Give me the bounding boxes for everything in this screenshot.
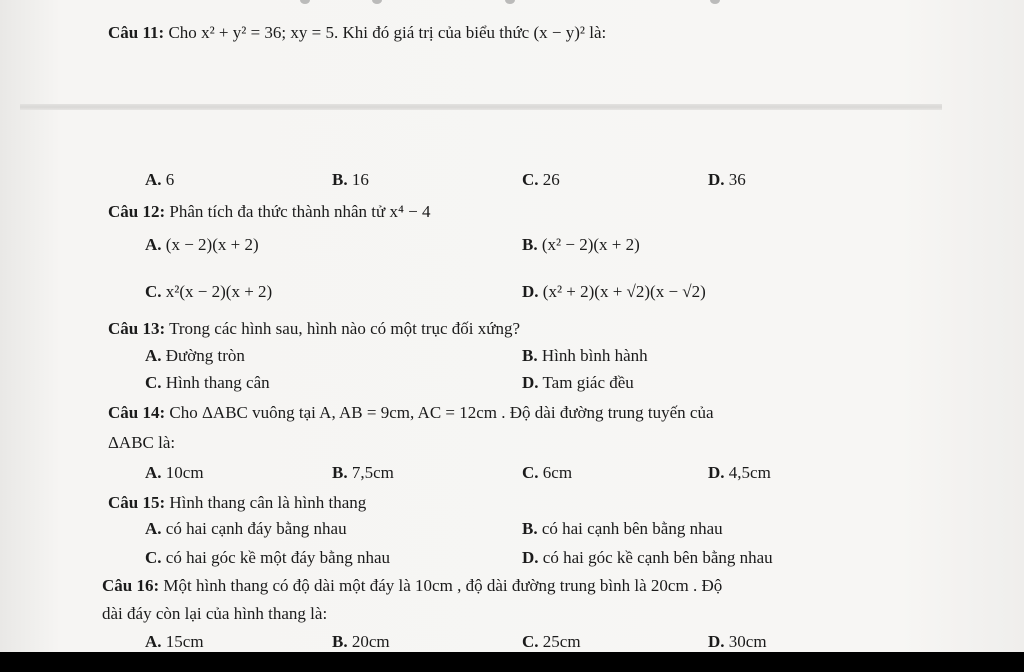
question-12-expression: x⁴ − 4	[389, 202, 431, 221]
question-12	[108, 201, 430, 223]
question-14-text-1: Cho ΔABC vuông tại A, AB = 9cm, AC = 12cm . Độ dài đường trung tuyến của	[169, 403, 714, 422]
q11-option-c: C. 26	[522, 170, 560, 189]
q11-option-d: D. 36	[708, 170, 746, 189]
q16-option-b: B. 20cm	[332, 632, 390, 651]
question-15-label: Câu 15:	[108, 493, 166, 512]
q14-option-d: D. 4,5cm	[708, 463, 771, 482]
q14-option-a: A. 10cm	[145, 463, 204, 482]
q12-option-c: C. x²(x − 2)(x + 2)	[145, 282, 273, 301]
q16-option-a: A. 15cm	[145, 632, 204, 651]
question-14-label: Câu 14:	[108, 403, 166, 422]
question-12-text: Phân tích đa thức thành nhân tử	[169, 202, 386, 221]
question-16-label: Câu 16:	[102, 576, 160, 595]
q15-option-d: D. có hai góc kề cạnh bên bằng nhau	[522, 548, 773, 567]
q16-option-c: C. 25cm	[522, 632, 581, 651]
question-16-text-1: Một hình thang có độ dài một đáy là 10cm , độ dài đường trung bình là 20cm . Độ	[163, 576, 723, 595]
q13-option-c: C. Hình thang cân	[145, 373, 270, 392]
q14-option-c: C. 6cm	[522, 463, 573, 482]
q15-option-a: A. có hai cạnh đáy bằng nhau	[145, 519, 347, 538]
q15-option-c: C. có hai góc kề một đáy bằng nhau	[145, 548, 391, 567]
q12-option-a: A. (x − 2)(x + 2)	[145, 235, 259, 254]
q15-option-b: B. có hai cạnh bên bằng nhau	[522, 519, 723, 538]
question-16	[102, 575, 722, 597]
q11-option-b: B. 16	[332, 170, 369, 189]
question-11-expression: x² + y² = 36; xy = 5	[201, 23, 334, 42]
q11-option-a: A. 6	[145, 170, 175, 189]
cropped-top-glyphs	[0, 0, 1024, 6]
q16-option-d: D. 30cm	[708, 632, 767, 651]
question-16-text-2: dài đáy còn lại của hình thang là:	[102, 604, 328, 623]
question-15	[108, 492, 366, 514]
question-14	[108, 402, 714, 424]
question-13-text: Trong các hình sau, hình nào có một trục đối xứng?	[169, 319, 520, 338]
q12-option-b: B. (x² − 2)(x + 2)	[522, 235, 640, 254]
question-11-text-post: là:	[589, 23, 607, 42]
q14-option-b: B. 7,5cm	[332, 463, 394, 482]
question-13-label: Câu 13:	[108, 319, 166, 338]
question-11	[108, 22, 606, 44]
q13-option-d: D. Tam giác đều	[522, 373, 634, 392]
q13-option-a: A. Đường tròn	[145, 346, 245, 365]
question-13	[108, 318, 520, 340]
question-11-label: Câu 11:	[108, 23, 165, 42]
q13-option-b: B. Hình bình hành	[522, 346, 648, 365]
question-16-continued	[102, 603, 327, 625]
question-11-expression-2: (x − y)²	[533, 23, 585, 42]
question-11-text-pre: Cho	[168, 23, 197, 42]
question-15-text: Hình thang cân là hình thang	[169, 493, 367, 512]
q12-option-d: D. (x² + 2)(x + √2)(x − √2)	[522, 282, 706, 301]
divider	[20, 104, 942, 110]
question-14-text-2: ΔABC là:	[108, 433, 176, 452]
question-11-text-mid: . Khi đó giá trị của biểu thức	[334, 23, 530, 42]
bottom-black-bar	[0, 652, 1024, 672]
question-12-label: Câu 12:	[108, 202, 166, 221]
question-14-continued	[108, 432, 175, 454]
